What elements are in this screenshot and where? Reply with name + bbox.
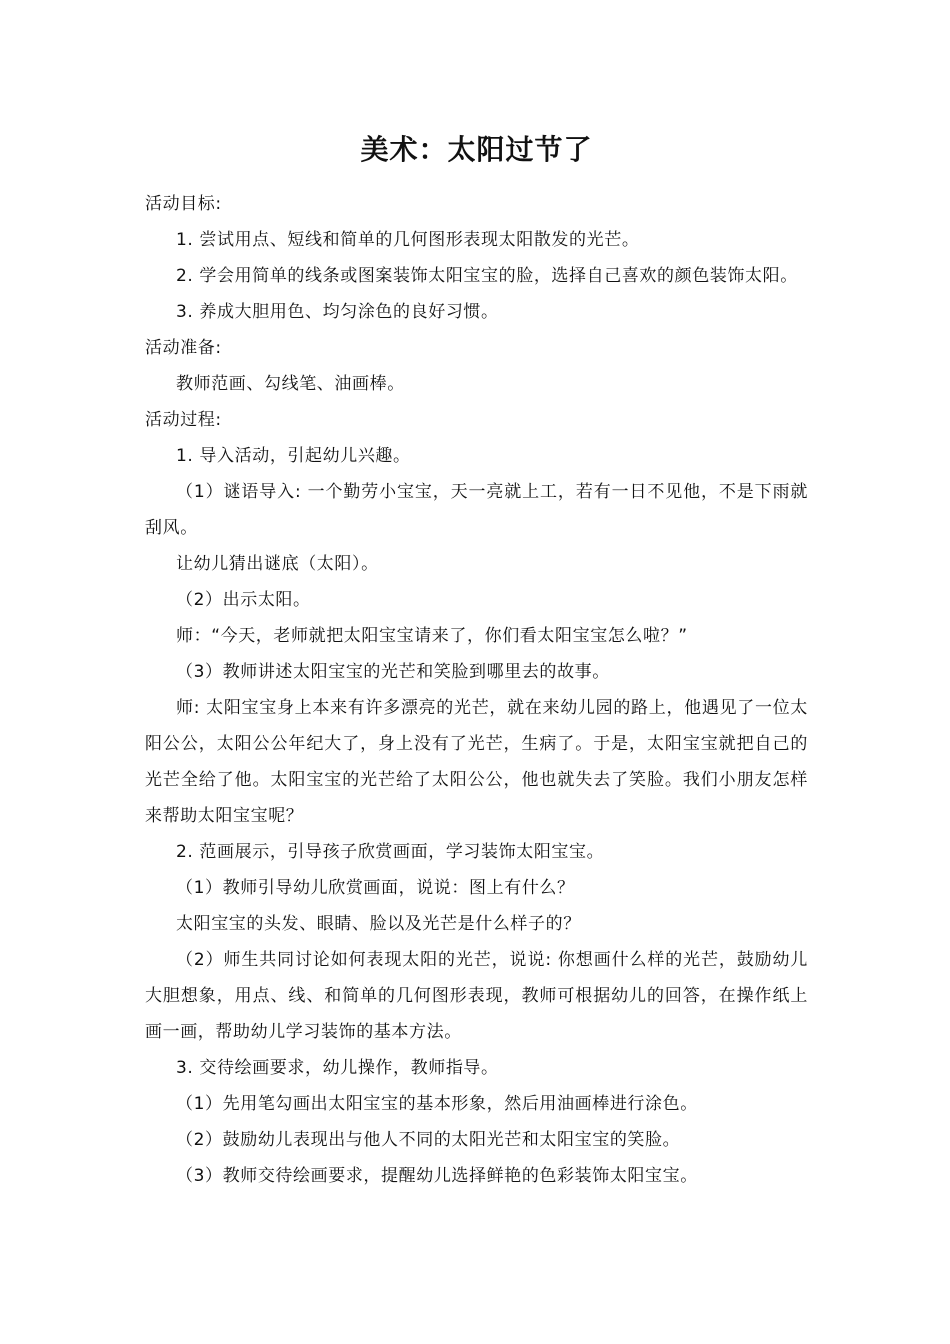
paragraph: 教师范画、勾线笔、油画棒。 bbox=[176, 374, 405, 394]
paragraph: 1. 导入活动，引起幼儿兴趣。 bbox=[176, 446, 411, 466]
paragraph: （2）鼓励幼儿表现出与他人不同的太阳光芒和太阳宝宝的笑脸。 bbox=[176, 1130, 681, 1150]
paragraph: （2）出示太阳。 bbox=[176, 590, 311, 610]
paragraph: 2. 学会用简单的线条或图案装饰太阳宝宝的脸，选择自己喜欢的颜色装饰太阳。 bbox=[176, 266, 798, 286]
paragraph: 3. 养成大胆用色、均匀涂色的良好习惯。 bbox=[176, 302, 499, 322]
paragraph: 太阳宝宝的头发、眼睛、脸以及光芒是什么样子的？ bbox=[176, 914, 581, 934]
document-page bbox=[145, 128, 808, 1194]
paragraph: 活动准备: bbox=[145, 338, 222, 358]
paragraph: 让幼儿猜出谜底（太阳）。 bbox=[176, 554, 379, 574]
document-title: 美术：太阳过节了 bbox=[360, 133, 593, 166]
paragraph: 3. 交待绘画要求，幼儿操作，教师指导。 bbox=[176, 1058, 499, 1078]
paragraph: （3）教师讲述太阳宝宝的光芒和笑脸到哪里去的故事。 bbox=[176, 662, 610, 682]
paragraph: 2. 范画展示，引导孩子欣赏画面，学习装饰太阳宝宝。 bbox=[176, 842, 605, 862]
document-body bbox=[145, 186, 808, 1194]
paragraph: 师: 太阳宝宝身上本来有许多漂亮的光芒，就在来幼儿园的路上，他遇见了一位太阳公公，太阳公公年纪大了，身上没有了光芒，生病了。于是，太阳宝宝就把自己的光芒全给了他。太阳宝宝的光芒给了太阳公公，他也就失去了笑脸。我们小朋友怎样来帮助太阳宝宝呢？ bbox=[145, 698, 808, 826]
paragraph: 师：“今天，老师就把太阳宝宝请来了，你们看太阳宝宝怎么啦？” bbox=[176, 626, 688, 646]
paragraph: （3）教师交待绘画要求，提醒幼儿选择鲜艳的色彩装饰太阳宝宝。 bbox=[176, 1166, 698, 1186]
paragraph: （1）谜语导入: 一个勤劳小宝宝，天一亮就上工，若有一日不见他，不是下雨就刮风。 bbox=[145, 482, 808, 538]
paragraph: （1）先用笔勾画出太阳宝宝的基本形象，然后用油画棒进行涂色。 bbox=[176, 1094, 698, 1114]
paragraph: 活动过程: bbox=[145, 410, 222, 430]
paragraph: （2）师生共同讨论如何表现太阳的光芒，说说: 你想画什么样的光芒，鼓励幼儿大胆想象，用点、线、和简单的几何图形表现，教师可根据幼儿的回答，在操作纸上画一画，帮助幼儿学习装饰的基本方法。 bbox=[145, 950, 808, 1042]
paragraph: （1）教师引导幼儿欣赏画面，说说：图上有什么？ bbox=[176, 878, 575, 898]
paragraph: 活动目标: bbox=[145, 194, 222, 214]
paragraph: 1. 尝试用点、短线和简单的几何图形表现太阳散发的光芒。 bbox=[176, 230, 640, 250]
